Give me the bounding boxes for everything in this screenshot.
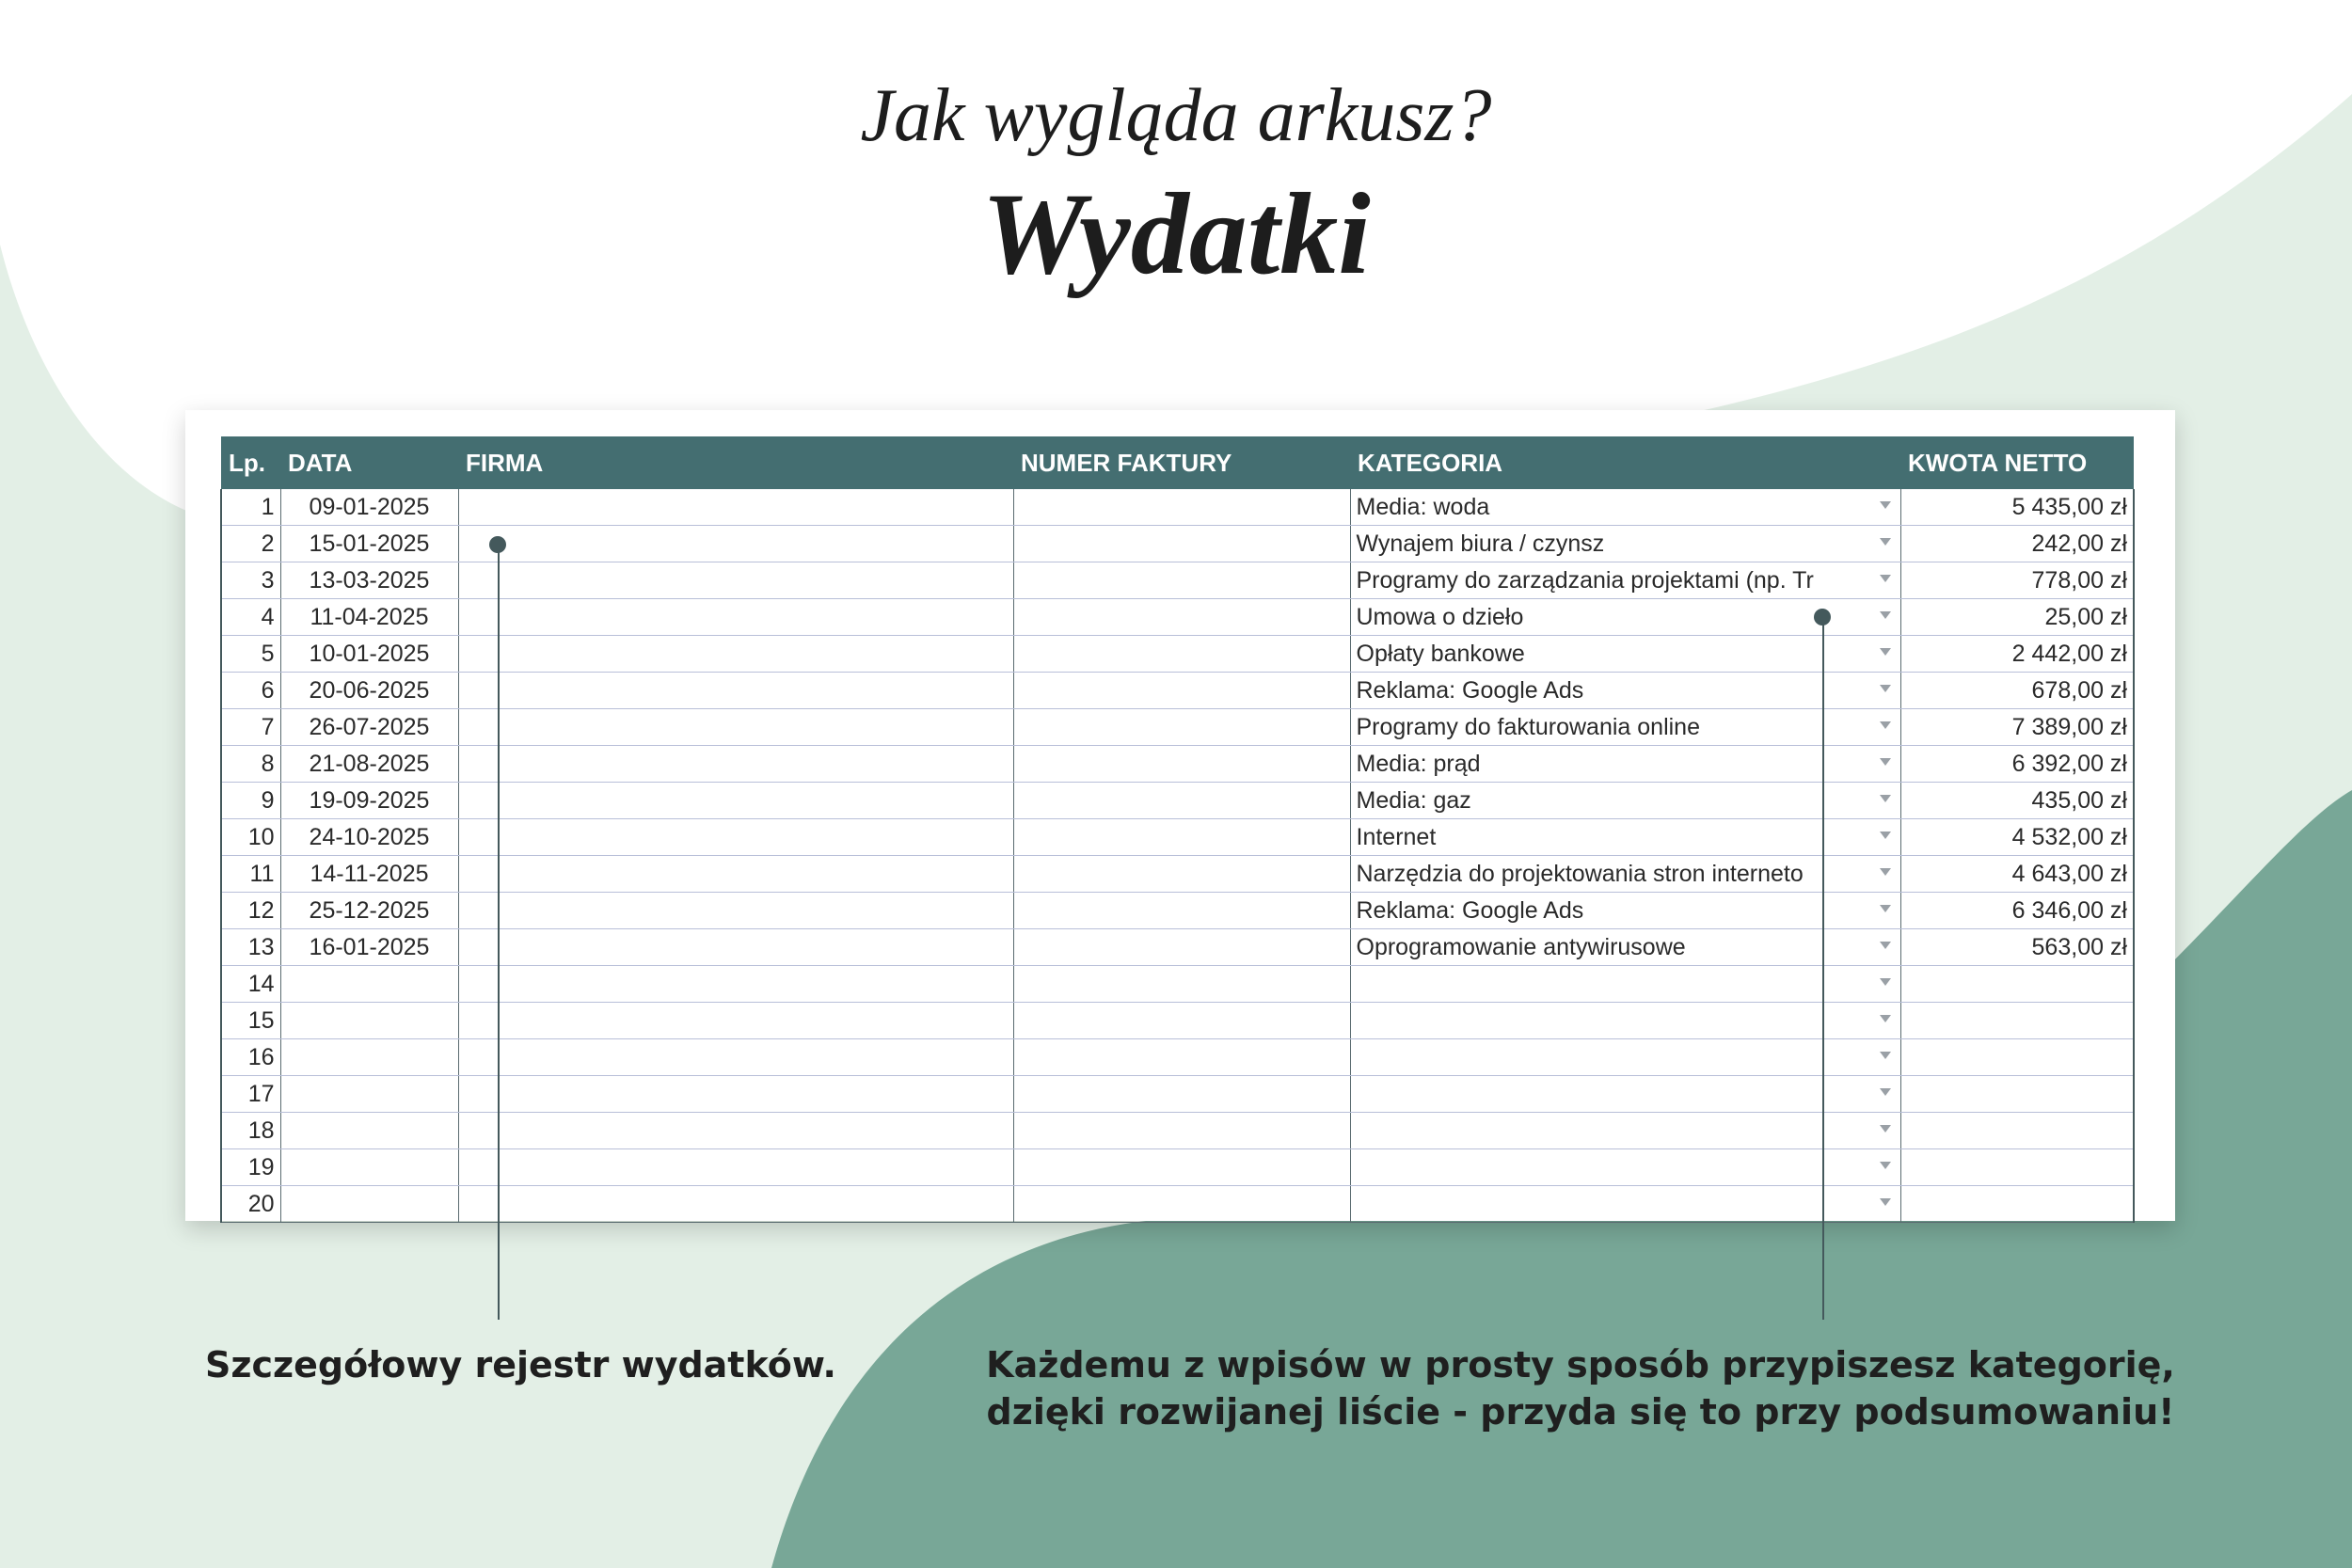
- cell-lp[interactable]: 2: [221, 526, 280, 562]
- cell-firma[interactable]: [458, 746, 1013, 783]
- cell-firma[interactable]: [458, 929, 1013, 966]
- kategoria-value: Programy do fakturowania online: [1356, 713, 1700, 740]
- cell-date[interactable]: [280, 1149, 458, 1186]
- cell-numer-faktury[interactable]: [1013, 1039, 1350, 1076]
- column-header-firma[interactable]: FIRMA: [458, 436, 1013, 489]
- cell-lp[interactable]: 3: [221, 562, 280, 599]
- cell-kategoria[interactable]: [1350, 709, 1900, 746]
- table-body: [221, 489, 2134, 1223]
- cell-kategoria[interactable]: [1350, 526, 1900, 562]
- cell-kwota-netto[interactable]: [1900, 966, 2134, 1003]
- cell-numer-faktury[interactable]: [1013, 636, 1350, 673]
- column-header-numer-faktury[interactable]: NUMER FAKTURY: [1013, 436, 1350, 489]
- table-row: [221, 599, 2134, 636]
- dropdown-arrow-icon[interactable]: [1880, 685, 1891, 692]
- table-row: [221, 783, 2134, 819]
- cell-kategoria[interactable]: [1350, 929, 1900, 966]
- table-row: [221, 819, 2134, 856]
- cell-firma[interactable]: [458, 599, 1013, 636]
- kategoria-value: Media: woda: [1356, 493, 1490, 520]
- cell-date[interactable]: [280, 1003, 458, 1039]
- cell-date[interactable]: 20-06-2025: [280, 673, 458, 709]
- table-row: [221, 1149, 2134, 1186]
- table-row: [221, 856, 2134, 893]
- cell-kwota-netto[interactable]: 435,00 zł: [1900, 783, 2134, 819]
- table-row: [221, 893, 2134, 929]
- cell-lp[interactable]: 12: [221, 893, 280, 929]
- cell-numer-faktury[interactable]: [1013, 1113, 1350, 1149]
- cell-kategoria[interactable]: [1350, 783, 1900, 819]
- cell-kategoria[interactable]: [1350, 819, 1900, 856]
- cell-firma[interactable]: [458, 673, 1013, 709]
- cell-firma[interactable]: [458, 562, 1013, 599]
- cell-numer-faktury[interactable]: [1013, 562, 1350, 599]
- dropdown-arrow-icon[interactable]: [1880, 1052, 1891, 1059]
- cell-firma[interactable]: [458, 966, 1013, 1003]
- cell-kwota-netto[interactable]: 4 532,00 zł: [1900, 819, 2134, 856]
- table-row: [221, 673, 2134, 709]
- dropdown-arrow-icon[interactable]: [1880, 611, 1891, 619]
- cell-kwota-netto[interactable]: 778,00 zł: [1900, 562, 2134, 599]
- kategoria-value: Opłaty bankowe: [1356, 640, 1525, 667]
- table-row: [221, 966, 2134, 1003]
- cell-kategoria[interactable]: [1350, 489, 1900, 526]
- cell-date[interactable]: [280, 1113, 458, 1149]
- kategoria-value: Media: prąd: [1356, 750, 1481, 777]
- cell-date[interactable]: 10-01-2025: [280, 636, 458, 673]
- cell-numer-faktury[interactable]: [1013, 1003, 1350, 1039]
- cell-lp[interactable]: 16: [221, 1039, 280, 1076]
- cell-firma[interactable]: [458, 1113, 1013, 1149]
- cell-lp[interactable]: 19: [221, 1149, 280, 1186]
- cell-date[interactable]: 13-03-2025: [280, 562, 458, 599]
- cell-kategoria[interactable]: [1350, 1186, 1900, 1223]
- cell-kwota-netto[interactable]: [1900, 1003, 2134, 1039]
- cell-lp[interactable]: 1: [221, 489, 280, 526]
- cell-date[interactable]: 16-01-2025: [280, 929, 458, 966]
- table-row: [221, 929, 2134, 966]
- caption-right: [969, 1341, 2192, 1435]
- table-row: [221, 709, 2134, 746]
- kategoria-value: Oprogramowanie antywirusowe: [1356, 933, 1686, 960]
- cell-kategoria[interactable]: [1350, 1149, 1900, 1186]
- cell-numer-faktury[interactable]: [1013, 709, 1350, 746]
- cell-kwota-netto[interactable]: [1900, 1039, 2134, 1076]
- cell-lp[interactable]: 11: [221, 856, 280, 893]
- cell-firma[interactable]: [458, 1003, 1013, 1039]
- cell-numer-faktury[interactable]: [1013, 746, 1350, 783]
- cell-lp[interactable]: 10: [221, 819, 280, 856]
- dropdown-arrow-icon[interactable]: [1880, 575, 1891, 582]
- cell-date[interactable]: 25-12-2025: [280, 893, 458, 929]
- dropdown-arrow-icon[interactable]: [1880, 868, 1891, 876]
- dropdown-arrow-icon[interactable]: [1880, 978, 1891, 986]
- column-header-date[interactable]: DATA: [280, 436, 458, 489]
- cell-lp[interactable]: 7: [221, 709, 280, 746]
- table-row: [221, 1076, 2134, 1113]
- cell-kategoria[interactable]: [1350, 1003, 1900, 1039]
- cell-date[interactable]: 15-01-2025: [280, 526, 458, 562]
- caption-right-line2: dzięki rozwijanej liście - przyda się to przy podsumowaniu!: [986, 1391, 2175, 1433]
- cell-date[interactable]: [280, 966, 458, 1003]
- cell-kwota-netto[interactable]: [1900, 1113, 2134, 1149]
- cell-kwota-netto[interactable]: 678,00 zł: [1900, 673, 2134, 709]
- dropdown-arrow-icon[interactable]: [1880, 501, 1891, 509]
- callout-dot-right: [1814, 609, 1831, 626]
- cell-kwota-netto[interactable]: [1900, 1149, 2134, 1186]
- title-question: Jak wygląda arkusz?: [860, 74, 1492, 157]
- kategoria-value: Media: gaz: [1356, 786, 1471, 814]
- cell-kwota-netto[interactable]: [1900, 1076, 2134, 1113]
- dropdown-arrow-icon[interactable]: [1880, 832, 1891, 839]
- cell-numer-faktury[interactable]: [1013, 966, 1350, 1003]
- cell-kwota-netto[interactable]: 242,00 zł: [1900, 526, 2134, 562]
- cell-numer-faktury[interactable]: [1013, 1149, 1350, 1186]
- dropdown-arrow-icon[interactable]: [1880, 1162, 1891, 1169]
- kategoria-value: Reklama: Google Ads: [1356, 896, 1584, 924]
- cell-lp[interactable]: 14: [221, 966, 280, 1003]
- cell-firma[interactable]: [458, 709, 1013, 746]
- cell-lp[interactable]: 17: [221, 1076, 280, 1113]
- cell-firma[interactable]: [458, 1039, 1013, 1076]
- cell-date[interactable]: 11-04-2025: [280, 599, 458, 636]
- cell-kwota-netto[interactable]: [1900, 1186, 2134, 1223]
- dropdown-arrow-icon[interactable]: [1880, 758, 1891, 766]
- cell-date[interactable]: 19-09-2025: [280, 783, 458, 819]
- column-header-kwota-netto[interactable]: KWOTA NETTO: [1900, 436, 2134, 489]
- cell-lp[interactable]: 5: [221, 636, 280, 673]
- cell-numer-faktury[interactable]: [1013, 599, 1350, 636]
- dropdown-arrow-icon[interactable]: [1880, 1088, 1891, 1096]
- cell-firma[interactable]: [458, 489, 1013, 526]
- cell-date[interactable]: [280, 1076, 458, 1113]
- cell-numer-faktury[interactable]: [1013, 783, 1350, 819]
- cell-numer-faktury[interactable]: [1013, 1186, 1350, 1223]
- cell-kategoria[interactable]: [1350, 636, 1900, 673]
- cell-lp[interactable]: 20: [221, 1186, 280, 1223]
- callout-line-left: [498, 545, 500, 1320]
- cell-kwota-netto[interactable]: 25,00 zł: [1900, 599, 2134, 636]
- cell-firma[interactable]: [458, 1076, 1013, 1113]
- cell-date[interactable]: [280, 1039, 458, 1076]
- cell-numer-faktury[interactable]: [1013, 673, 1350, 709]
- cell-kwota-netto[interactable]: 6 346,00 zł: [1900, 893, 2134, 929]
- dropdown-arrow-icon[interactable]: [1880, 905, 1891, 912]
- table-row: [221, 1113, 2134, 1149]
- cell-date[interactable]: 21-08-2025: [280, 746, 458, 783]
- table-row: [221, 746, 2134, 783]
- table-row: [221, 526, 2134, 562]
- cell-kwota-netto[interactable]: 2 442,00 zł: [1900, 636, 2134, 673]
- cell-firma[interactable]: [458, 819, 1013, 856]
- callout-dot-left: [489, 536, 506, 553]
- cell-kategoria[interactable]: [1350, 1076, 1900, 1113]
- cell-kategoria[interactable]: [1350, 856, 1900, 893]
- cell-kategoria[interactable]: [1350, 673, 1900, 709]
- cell-firma[interactable]: [458, 856, 1013, 893]
- cell-firma[interactable]: [458, 526, 1013, 562]
- cell-kategoria[interactable]: [1350, 562, 1900, 599]
- table-header-row: [221, 436, 2134, 489]
- dropdown-arrow-icon[interactable]: [1880, 721, 1891, 729]
- title-main: Wydatki: [981, 169, 1371, 298]
- cell-date[interactable]: [280, 1186, 458, 1223]
- kategoria-value: Programy do zarządzania projektami (np. Tr: [1356, 566, 1814, 594]
- dropdown-arrow-icon[interactable]: [1880, 1198, 1891, 1206]
- callout-line-right: [1822, 617, 1824, 1320]
- cell-kategoria[interactable]: [1350, 1113, 1900, 1149]
- table-row: [221, 489, 2134, 526]
- cell-kwota-netto[interactable]: 5 435,00 zł: [1900, 489, 2134, 526]
- cell-lp[interactable]: 18: [221, 1113, 280, 1149]
- caption-right-line1: Każdemu z wpisów w prosty sposób przypiszesz kategorię,: [986, 1344, 2175, 1386]
- table-row: [221, 1039, 2134, 1076]
- kategoria-value: Reklama: Google Ads: [1356, 676, 1584, 704]
- cell-numer-faktury[interactable]: [1013, 856, 1350, 893]
- table-row: [221, 562, 2134, 599]
- cell-numer-faktury[interactable]: [1013, 893, 1350, 929]
- cell-lp[interactable]: 13: [221, 929, 280, 966]
- column-header-kategoria[interactable]: KATEGORIA: [1350, 436, 1900, 489]
- cell-date[interactable]: 14-11-2025: [280, 856, 458, 893]
- kategoria-value: Umowa o dzieło: [1356, 603, 1524, 630]
- cell-kategoria[interactable]: [1350, 1039, 1900, 1076]
- dropdown-arrow-icon[interactable]: [1880, 1125, 1891, 1132]
- cell-numer-faktury[interactable]: [1013, 489, 1350, 526]
- cell-kwota-netto[interactable]: 4 643,00 zł: [1900, 856, 2134, 893]
- cell-kategoria[interactable]: [1350, 893, 1900, 929]
- kategoria-value: Internet: [1356, 823, 1437, 850]
- cell-numer-faktury[interactable]: [1013, 819, 1350, 856]
- cell-lp[interactable]: 8: [221, 746, 280, 783]
- table-row: [221, 1003, 2134, 1039]
- cell-kwota-netto[interactable]: 7 389,00 zł: [1900, 709, 2134, 746]
- cell-firma[interactable]: [458, 783, 1013, 819]
- cell-firma[interactable]: [458, 636, 1013, 673]
- cell-date[interactable]: 24-10-2025: [280, 819, 458, 856]
- cell-firma[interactable]: [458, 1149, 1013, 1186]
- cell-lp[interactable]: 4: [221, 599, 280, 636]
- cell-date[interactable]: 26-07-2025: [280, 709, 458, 746]
- table-row: [221, 636, 2134, 673]
- table-row: [221, 1186, 2134, 1223]
- cell-date[interactable]: 09-01-2025: [280, 489, 458, 526]
- dropdown-arrow-icon[interactable]: [1880, 1015, 1891, 1022]
- cell-kategoria[interactable]: [1350, 966, 1900, 1003]
- dropdown-arrow-icon[interactable]: [1880, 942, 1891, 949]
- cell-lp[interactable]: 15: [221, 1003, 280, 1039]
- cell-lp[interactable]: 6: [221, 673, 280, 709]
- dropdown-arrow-icon[interactable]: [1880, 538, 1891, 546]
- kategoria-value: Narzędzia do projektowania stron interneto: [1356, 860, 1804, 887]
- expenses-table: [220, 436, 2135, 1223]
- cell-firma[interactable]: [458, 893, 1013, 929]
- kategoria-value: Wynajem biura / czynsz: [1356, 530, 1605, 557]
- cell-numer-faktury[interactable]: [1013, 526, 1350, 562]
- cell-kwota-netto[interactable]: 6 392,00 zł: [1900, 746, 2134, 783]
- caption-left: Szczegółowy rejestr wydatków.: [205, 1344, 836, 1386]
- dropdown-arrow-icon[interactable]: [1880, 648, 1891, 656]
- cell-kategoria[interactable]: [1350, 746, 1900, 783]
- dropdown-arrow-icon[interactable]: [1880, 795, 1891, 802]
- cell-numer-faktury[interactable]: [1013, 929, 1350, 966]
- cell-kwota-netto[interactable]: 563,00 zł: [1900, 929, 2134, 966]
- cell-firma[interactable]: [458, 1186, 1013, 1223]
- column-header-lp[interactable]: Lp.: [221, 436, 280, 489]
- cell-numer-faktury[interactable]: [1013, 1076, 1350, 1113]
- cell-lp[interactable]: 9: [221, 783, 280, 819]
